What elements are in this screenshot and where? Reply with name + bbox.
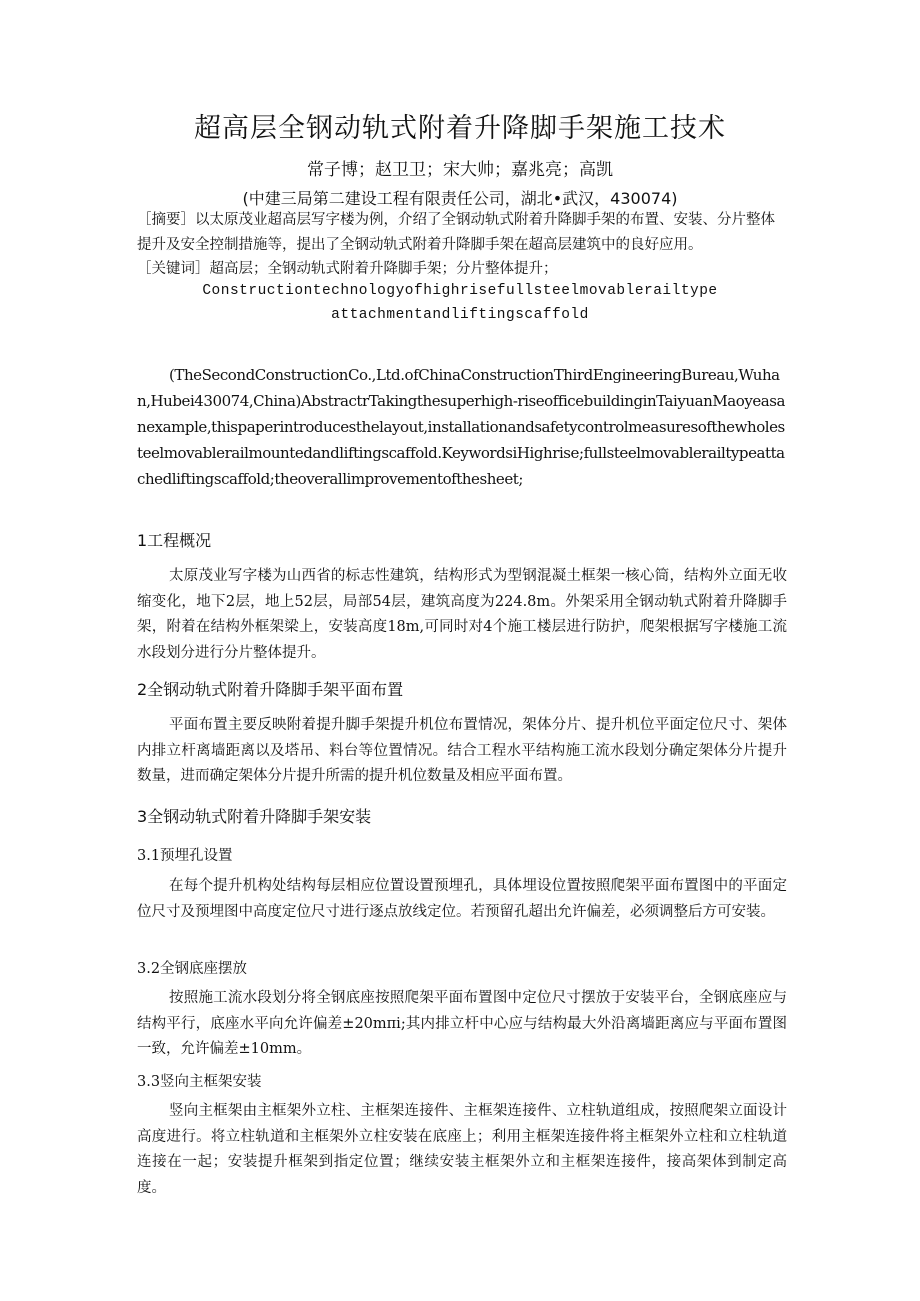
subsection-3-1-paragraph: 在每个提升机构处结构每层相应位置设置预埋孔，具体埋设位置按照爬架平面布置图中的平面定位尺寸及预埋图中高度定位尺寸进行逐点放线定位。若预留孔超出允许偏差，必须调整后方可安装。: [137, 878, 787, 920]
english-title-line-2: attachmentandliftingscaffold: [331, 307, 589, 323]
subsection-3-1-heading: 3.1预埋孔设置: [137, 848, 233, 864]
affiliation: (中建三局第二建设工程有限责任公司，湖北•武汉，430074): [242, 189, 678, 208]
section-1-paragraph: 太原茂业写字楼为山西省的标志性建筑，结构形式为型钢混凝土框架一核心筒，结构外立面无收缩变化，地下2层，地上52层，局部54层，建筑高度为224.8m。外架采用全钢动轨式附着升降脚手架，附着在结构外框架梁上，安装高度18m,可同时对4个施工楼层进行防护，爬架根据写字楼施工流水段划分进行分片整体提升。: [137, 568, 787, 661]
section-1-heading: 1工程概况: [137, 531, 212, 550]
subsection-3-2-paragraph: 按照施工流水段划分将全钢底座按照爬架平面布置图中定位尺寸摆放于安装平台，全钢底座应与结构平行，底座水平向允许偏差±20mπi;其内排立杆中心应与结构最大外沿离墙距离应与平面布置图一致，允许偏差±10mm。: [137, 990, 787, 1057]
subsection-3-3-paragraph: 竖向主框架由主框架外立柱、主框架连接件、主框架连接件、立柱轨道组成，按照爬架立面设计高度进行。将立柱轨道和主框架外立柱安装在底座上；利用主框架连接件将主框架外立柱和立柱轨道连接在一起；安装提升框架到指定位置；继续安装主框架外立和主框架连接件，接高架体到制定高度。: [137, 1103, 787, 1196]
section-2-heading: 2全钢动轨式附着升降脚手架平面布置: [137, 680, 404, 699]
author-list: 常子博；赵卫卫；宋大帅；嘉兆亮；高凯: [307, 160, 613, 180]
section-3-heading: 3全钢动轨式附着升降脚手架安装: [137, 807, 372, 826]
section-2-paragraph: 平面布置主要反映附着提升脚手架提升机位布置情况，架体分片、提升机位平面定位尺寸、架体内排立杆离墙距离以及塔吊、料台等位置情况。结合工程水平结构施工流水段划分确定架体分片提升数量，进而确定架体分片提升所需的提升机位数量及相应平面布置。: [137, 717, 787, 784]
english-title-line-1: Constructiontechnologyofhighrisefullsteelmovablerailtype: [202, 283, 718, 299]
english-abstract: [137, 362, 787, 492]
english-abstract-text: (TheSecondConstructionCo.,Ltd.ofChinaConstructionThirdEngineeringBureau,Wuhan,Hubei430074,China)AbstractrTakingthesuperhigh-riseofficebuildinginTaiyuanMaoyeasanexample,thispaperintroducesthelayout,installationandsafetycontrolmeasuresofthewholesteelmovablerailmountedandliftingscaffold.KeywordsiHighrise;fullsteelmovablerailtypeattachedliftingscaffold;theoverallimprovementofthesheet;: [137, 366, 785, 488]
chinese-keywords: ［关键词］超高层；全钢动轨式附着升降脚手架；分片整体提升；: [137, 261, 558, 277]
chinese-abstract: ［摘要］以太原茂业超高层写字楼为例，介绍了全钢动轨式附着升降脚手架的布置、安装、分片整体提升及安全控制措施等，提出了全钢动轨式附着升降脚手架在超高层建筑中的良好应用。: [137, 212, 775, 253]
paper-title: 超高层全钢动轨式附着升降脚手架施工技术: [194, 113, 726, 144]
subsection-3-2-heading: 3.2全钢底座摆放: [137, 961, 248, 977]
subsection-3-3-heading: 3.3竖向主框架安装: [137, 1074, 262, 1090]
